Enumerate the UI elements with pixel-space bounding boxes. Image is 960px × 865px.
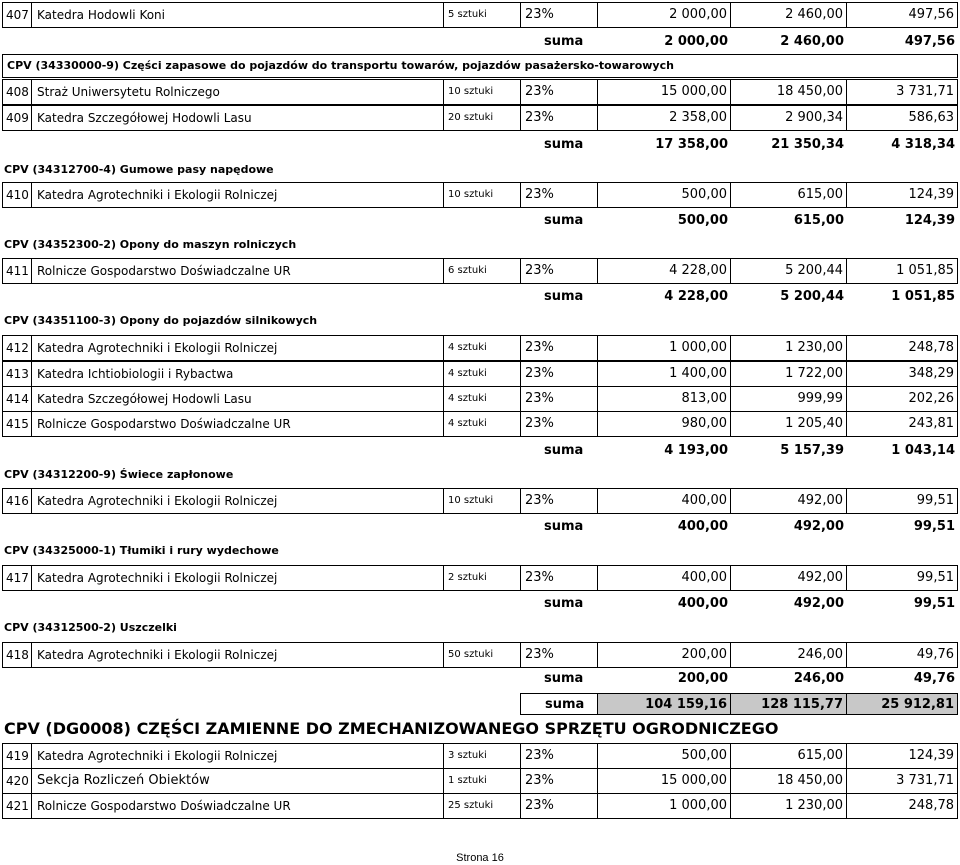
vat-amount: 3 731,71 <box>846 768 958 794</box>
cpv-section-heading-large: CPV (DG0008) CZĘŚCI ZAMIENNE DO ZMECHANIZOWANEGO SPRZĘTU OGRODNICZEGO <box>4 719 779 738</box>
grand-total-label: suma <box>520 693 598 715</box>
grand-total-row <box>0 693 960 715</box>
subtotal-label: suma <box>544 34 584 49</box>
subtotal-row <box>0 31 960 53</box>
vat-rate: 23% <box>520 386 598 412</box>
grand-total-net: 104 159,16 <box>597 693 731 715</box>
vat-rate: 23% <box>520 768 598 794</box>
cpv-section-heading: CPV (34312700-4) Gumowe pasy napędowe <box>4 163 274 176</box>
row-number: 411 <box>2 258 32 284</box>
quantity: 20 sztuki <box>443 105 521 131</box>
unit-name: Rolnicze Gospodarstwo Doświadczalne UR <box>31 258 444 284</box>
net-value: 500,00 <box>597 743 731 769</box>
quantity: 1 sztuki <box>443 768 521 794</box>
gross-value: 2 900,34 <box>730 105 847 131</box>
subtotal-label: suma <box>544 289 584 304</box>
vat-amount: 1 051,85 <box>846 258 958 284</box>
unit-name: Straż Uniwersytetu Rolniczego <box>31 79 444 105</box>
quantity: 10 sztuki <box>443 182 521 208</box>
unit-name: Katedra Agrotechniki i Ekologii Rolniczej <box>31 565 444 591</box>
table-row <box>0 182 960 208</box>
cpv-section-heading: CPV (34352300-2) Opony do maszyn rolniczych <box>4 238 297 251</box>
vat-rate: 23% <box>520 182 598 208</box>
vat-rate: 23% <box>520 2 598 28</box>
table-row <box>0 105 960 131</box>
subtotal-net: 4 193,00 <box>664 443 728 458</box>
row-number: 408 <box>2 79 32 105</box>
vat-amount: 248,78 <box>846 793 958 819</box>
gross-value: 18 450,00 <box>730 79 847 105</box>
grand-total-gross: 128 115,77 <box>730 693 847 715</box>
vat-amount: 348,29 <box>846 361 958 387</box>
subtotal-label: suma <box>544 596 584 611</box>
quantity: 4 sztuki <box>443 386 521 412</box>
subtotal-vat: 1 051,85 <box>891 289 955 304</box>
quantity: 25 sztuki <box>443 793 521 819</box>
gross-value: 18 450,00 <box>730 768 847 794</box>
table-row <box>0 411 960 437</box>
row-number: 419 <box>2 743 32 769</box>
gross-value: 999,99 <box>730 386 847 412</box>
subtotal-row <box>0 668 960 690</box>
gross-value: 492,00 <box>730 488 847 514</box>
subtotal-gross: 492,00 <box>793 596 844 611</box>
vat-rate: 23% <box>520 488 598 514</box>
subtotal-net: 17 358,00 <box>655 137 728 152</box>
quantity: 50 sztuki <box>443 642 521 668</box>
subtotal-gross: 492,00 <box>793 519 844 534</box>
subtotal-row <box>0 210 960 232</box>
subtotal-label: suma <box>544 137 584 152</box>
vat-amount: 497,56 <box>846 2 958 28</box>
vat-rate: 23% <box>520 361 598 387</box>
vat-amount: 99,51 <box>846 565 958 591</box>
row-number: 417 <box>2 565 32 591</box>
table-row <box>0 2 960 28</box>
vat-rate: 23% <box>520 105 598 131</box>
table-row <box>0 793 960 819</box>
subtotal-net: 2 000,00 <box>664 34 728 49</box>
row-number: 416 <box>2 488 32 514</box>
vat-amount: 243,81 <box>846 411 958 437</box>
row-number: 421 <box>2 793 32 819</box>
gross-value: 615,00 <box>730 743 847 769</box>
table-row <box>0 488 960 514</box>
net-value: 4 228,00 <box>597 258 731 284</box>
unit-name: Katedra Agrotechniki i Ekologii Rolniczej <box>31 743 444 769</box>
quantity: 4 sztuki <box>443 335 521 361</box>
table-row <box>0 361 960 387</box>
net-value: 200,00 <box>597 642 731 668</box>
gross-value: 246,00 <box>730 642 847 668</box>
subtotal-vat: 49,76 <box>913 671 955 686</box>
table-row <box>0 386 960 412</box>
row-number: 413 <box>2 361 32 387</box>
net-value: 1 000,00 <box>597 793 731 819</box>
unit-name: Katedra Szczegółowej Hodowli Lasu <box>31 105 444 131</box>
quantity: 10 sztuki <box>443 488 521 514</box>
subtotal-gross: 21 350,34 <box>771 137 844 152</box>
unit-name: Katedra Hodowli Koni <box>31 2 444 28</box>
subtotal-vat: 99,51 <box>913 596 955 611</box>
subtotal-row <box>0 440 960 462</box>
cpv-section-heading: CPV (34325000-1) Tłumiki i rury wydechowe <box>4 544 279 557</box>
unit-name: Rolnicze Gospodarstwo Doświadczalne UR <box>31 793 444 819</box>
vat-rate: 23% <box>520 335 598 361</box>
subtotal-vat: 1 043,14 <box>891 443 955 458</box>
subtotal-label: suma <box>544 671 584 686</box>
cpv-section-heading: CPV (34330000-9) Części zapasowe do pojazdów do transportu towarów, pojazdów pasażersko-towarowych <box>2 54 958 78</box>
row-number: 409 <box>2 105 32 131</box>
gross-value: 1 722,00 <box>730 361 847 387</box>
vat-rate: 23% <box>520 743 598 769</box>
cpv-section-heading: CPV (34312500-2) Uszczelki <box>4 621 177 634</box>
net-value: 1 400,00 <box>597 361 731 387</box>
row-number: 415 <box>2 411 32 437</box>
gross-value: 1 205,40 <box>730 411 847 437</box>
row-number: 410 <box>2 182 32 208</box>
gross-value: 1 230,00 <box>730 793 847 819</box>
table-row <box>0 79 960 105</box>
row-number: 412 <box>2 335 32 361</box>
row-number: 420 <box>2 768 32 794</box>
table-row <box>0 258 960 284</box>
net-value: 15 000,00 <box>597 768 731 794</box>
subtotal-vat: 4 318,34 <box>891 137 955 152</box>
subtotal-net: 500,00 <box>677 213 728 228</box>
subtotal-row <box>0 134 960 156</box>
subtotal-gross: 246,00 <box>793 671 844 686</box>
net-value: 813,00 <box>597 386 731 412</box>
subtotal-gross: 2 460,00 <box>780 34 844 49</box>
table-row <box>0 565 960 591</box>
quantity: 10 sztuki <box>443 79 521 105</box>
vat-rate: 23% <box>520 258 598 284</box>
subtotal-row <box>0 516 960 538</box>
vat-rate: 23% <box>520 642 598 668</box>
subtotal-gross: 615,00 <box>793 213 844 228</box>
subtotal-vat: 497,56 <box>904 34 955 49</box>
subtotal-gross: 5 157,39 <box>780 443 844 458</box>
vat-rate: 23% <box>520 411 598 437</box>
subtotal-vat: 99,51 <box>913 519 955 534</box>
net-value: 500,00 <box>597 182 731 208</box>
row-number: 414 <box>2 386 32 412</box>
table-row <box>0 743 960 769</box>
vat-rate: 23% <box>520 565 598 591</box>
subtotal-net: 200,00 <box>677 671 728 686</box>
quantity: 4 sztuki <box>443 411 521 437</box>
net-value: 400,00 <box>597 488 731 514</box>
vat-amount: 99,51 <box>846 488 958 514</box>
subtotal-label: suma <box>544 213 584 228</box>
quantity: 2 sztuki <box>443 565 521 591</box>
row-number: 418 <box>2 642 32 668</box>
unit-name: Katedra Szczegółowej Hodowli Lasu <box>31 386 444 412</box>
table-row <box>0 768 960 794</box>
subtotal-vat: 124,39 <box>904 213 955 228</box>
cpv-section-heading: CPV (34312200-9) Świece zapłonowe <box>4 468 234 481</box>
subtotal-net: 400,00 <box>677 519 728 534</box>
subtotal-gross: 5 200,44 <box>780 289 844 304</box>
quantity: 5 sztuki <box>443 2 521 28</box>
net-value: 2 358,00 <box>597 105 731 131</box>
page-number: Strona 16 <box>456 852 504 864</box>
unit-name: Sekcja Rozliczeń Obiektów <box>31 768 444 794</box>
subtotal-net: 4 228,00 <box>664 289 728 304</box>
net-value: 980,00 <box>597 411 731 437</box>
vat-amount: 3 731,71 <box>846 79 958 105</box>
table-row <box>0 642 960 668</box>
unit-name: Rolnicze Gospodarstwo Doświadczalne UR <box>31 411 444 437</box>
gross-value: 2 460,00 <box>730 2 847 28</box>
gross-value: 1 230,00 <box>730 335 847 361</box>
unit-name: Katedra Agrotechniki i Ekologii Rolniczej <box>31 642 444 668</box>
vat-amount: 586,63 <box>846 105 958 131</box>
subtotal-label: suma <box>544 443 584 458</box>
subtotal-row <box>0 593 960 615</box>
vat-amount: 124,39 <box>846 182 958 208</box>
table-row <box>0 335 960 361</box>
unit-name: Katedra Agrotechniki i Ekologii Rolniczej <box>31 335 444 361</box>
unit-name: Katedra Agrotechniki i Ekologii Rolniczej <box>31 488 444 514</box>
quantity: 6 sztuki <box>443 258 521 284</box>
gross-value: 492,00 <box>730 565 847 591</box>
quantity: 4 sztuki <box>443 361 521 387</box>
vat-amount: 202,26 <box>846 386 958 412</box>
quantity: 3 sztuki <box>443 743 521 769</box>
net-value: 400,00 <box>597 565 731 591</box>
net-value: 2 000,00 <box>597 2 731 28</box>
subtotal-net: 400,00 <box>677 596 728 611</box>
vat-amount: 248,78 <box>846 335 958 361</box>
gross-value: 5 200,44 <box>730 258 847 284</box>
subtotal-label: suma <box>544 519 584 534</box>
gross-value: 615,00 <box>730 182 847 208</box>
cpv-section-heading: CPV (34351100-3) Opony do pojazdów silnikowych <box>4 314 318 327</box>
net-value: 1 000,00 <box>597 335 731 361</box>
vat-amount: 124,39 <box>846 743 958 769</box>
vat-amount: 49,76 <box>846 642 958 668</box>
unit-name: Katedra Agrotechniki i Ekologii Rolniczej <box>31 182 444 208</box>
grand-total-vat: 25 912,81 <box>846 693 958 715</box>
vat-rate: 23% <box>520 79 598 105</box>
subtotal-row <box>0 286 960 308</box>
net-value: 15 000,00 <box>597 79 731 105</box>
unit-name: Katedra Ichtiobiologii i Rybactwa <box>31 361 444 387</box>
vat-rate: 23% <box>520 793 598 819</box>
row-number: 407 <box>2 2 32 28</box>
